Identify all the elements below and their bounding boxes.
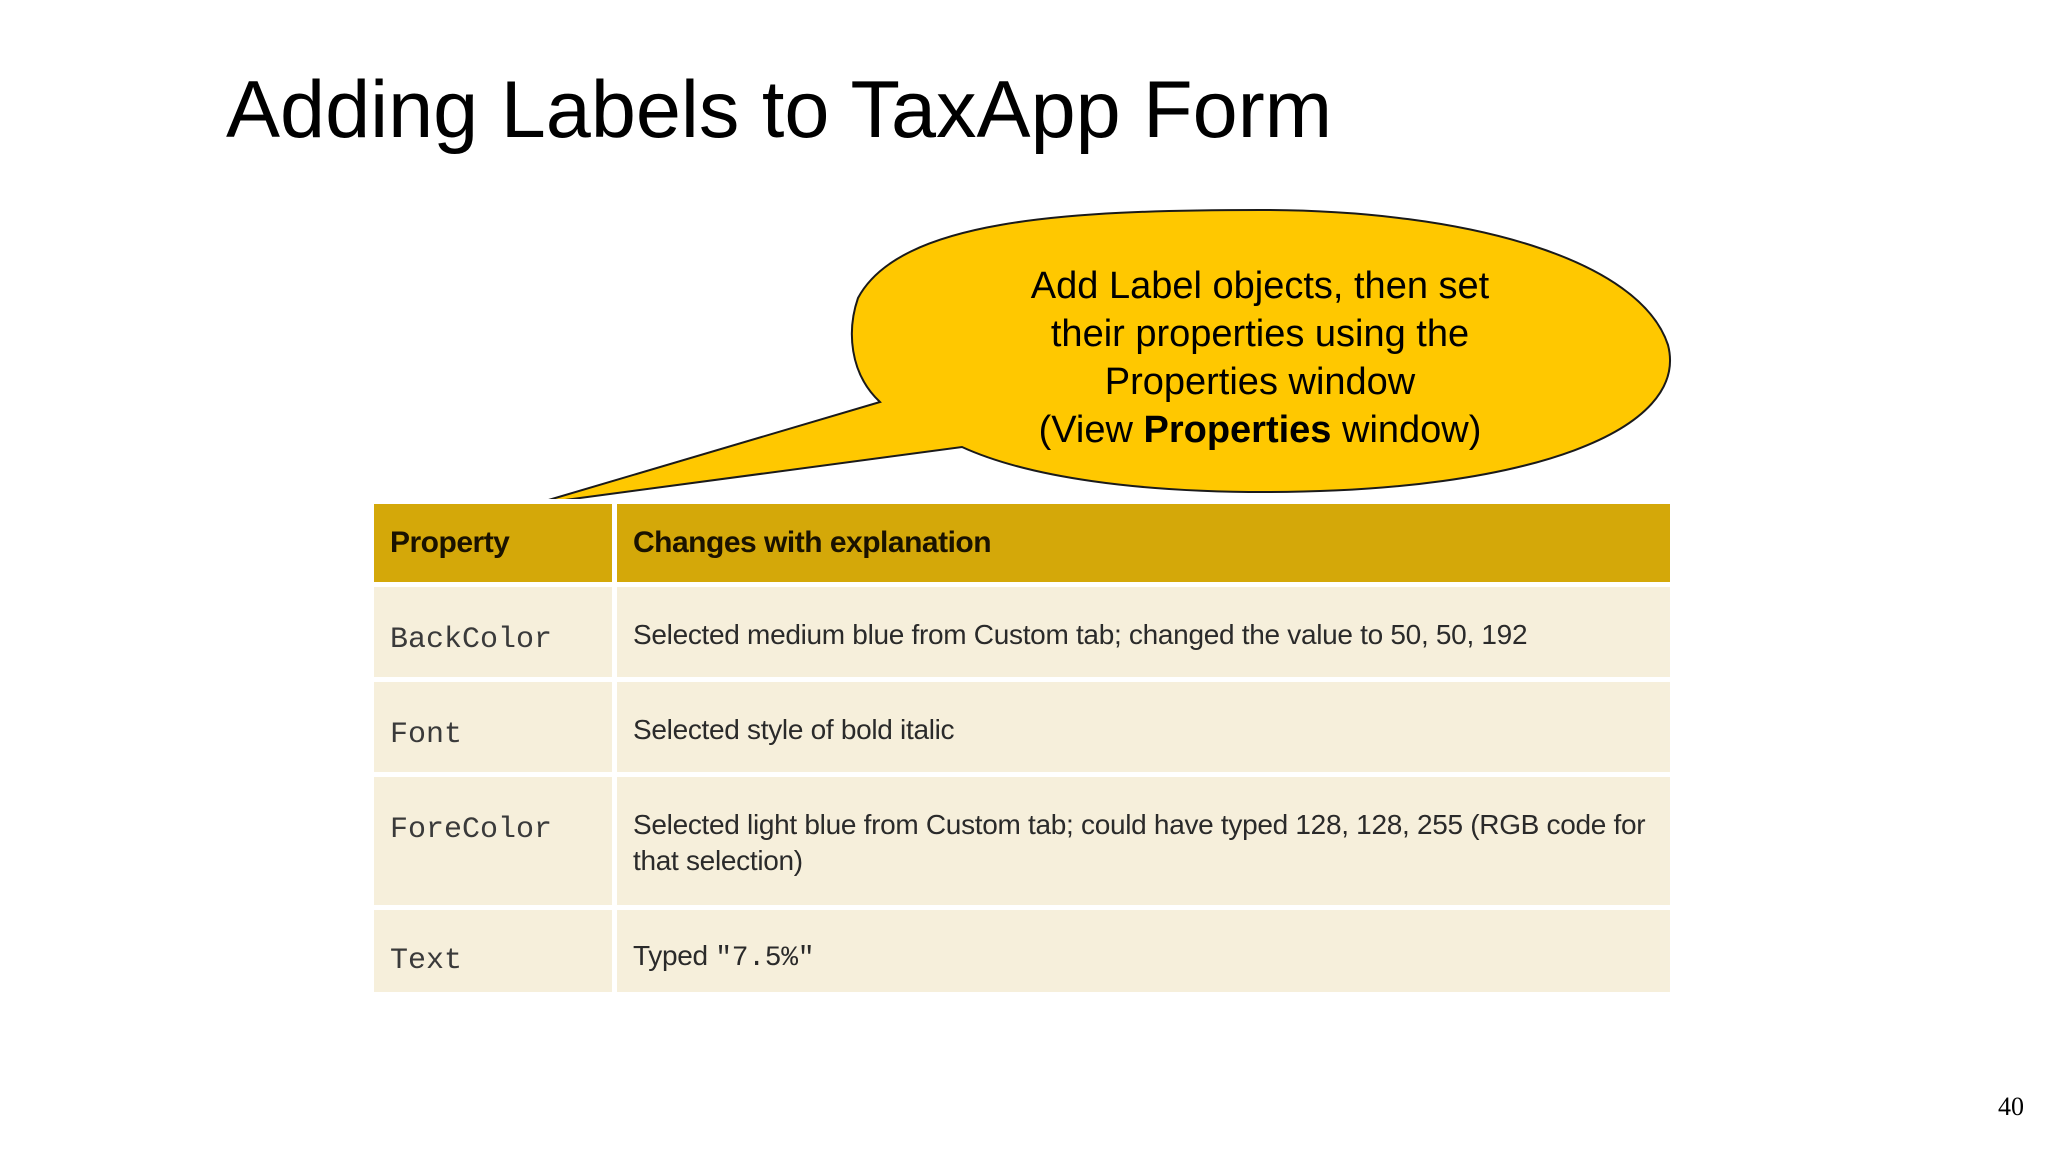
page-number: 40	[1998, 1092, 2024, 1121]
table-row	[374, 587, 1670, 677]
callout-line-2: their properties using the	[1050, 313, 1470, 355]
explanation-code: "7.5%"	[715, 943, 815, 974]
explanation-cell: Selected style of bold italic	[617, 682, 1670, 772]
table-row	[374, 682, 1670, 772]
callout-line-4-prefix: (View	[1038, 409, 1144, 451]
callout-line-4	[960, 406, 1560, 454]
slide-title: Adding Labels to TaxApp Form	[226, 65, 1333, 155]
property-cell: Text	[374, 910, 612, 992]
callout-line-4-bold: Properties	[1143, 409, 1332, 451]
explanation-cell: Selected light blue from Custom tab; could have typed 128, 128, 255 (RGB code for that selection)	[617, 777, 1670, 905]
table-row	[374, 910, 1670, 992]
callout-text	[960, 262, 1560, 454]
header-explanation: Changes with explanation	[617, 504, 1670, 582]
explanation-prefix: Typed	[633, 940, 716, 971]
explanation-cell	[617, 910, 1670, 992]
header-property: Property	[374, 504, 612, 582]
table-row	[374, 777, 1670, 905]
explanation-cell: Selected medium blue from Custom tab; changed the value to 50, 50, 192	[617, 587, 1670, 677]
callout-line-4-suffix: window)	[1331, 409, 1482, 451]
callout-line-1: Add Label objects, then set	[1030, 265, 1490, 307]
property-cell: ForeColor	[374, 777, 612, 905]
properties-table	[369, 499, 1675, 997]
table-header-row	[374, 504, 1670, 582]
callout-line-3: Properties window	[1104, 361, 1416, 403]
property-cell: Font	[374, 682, 612, 772]
property-cell: BackColor	[374, 587, 612, 677]
